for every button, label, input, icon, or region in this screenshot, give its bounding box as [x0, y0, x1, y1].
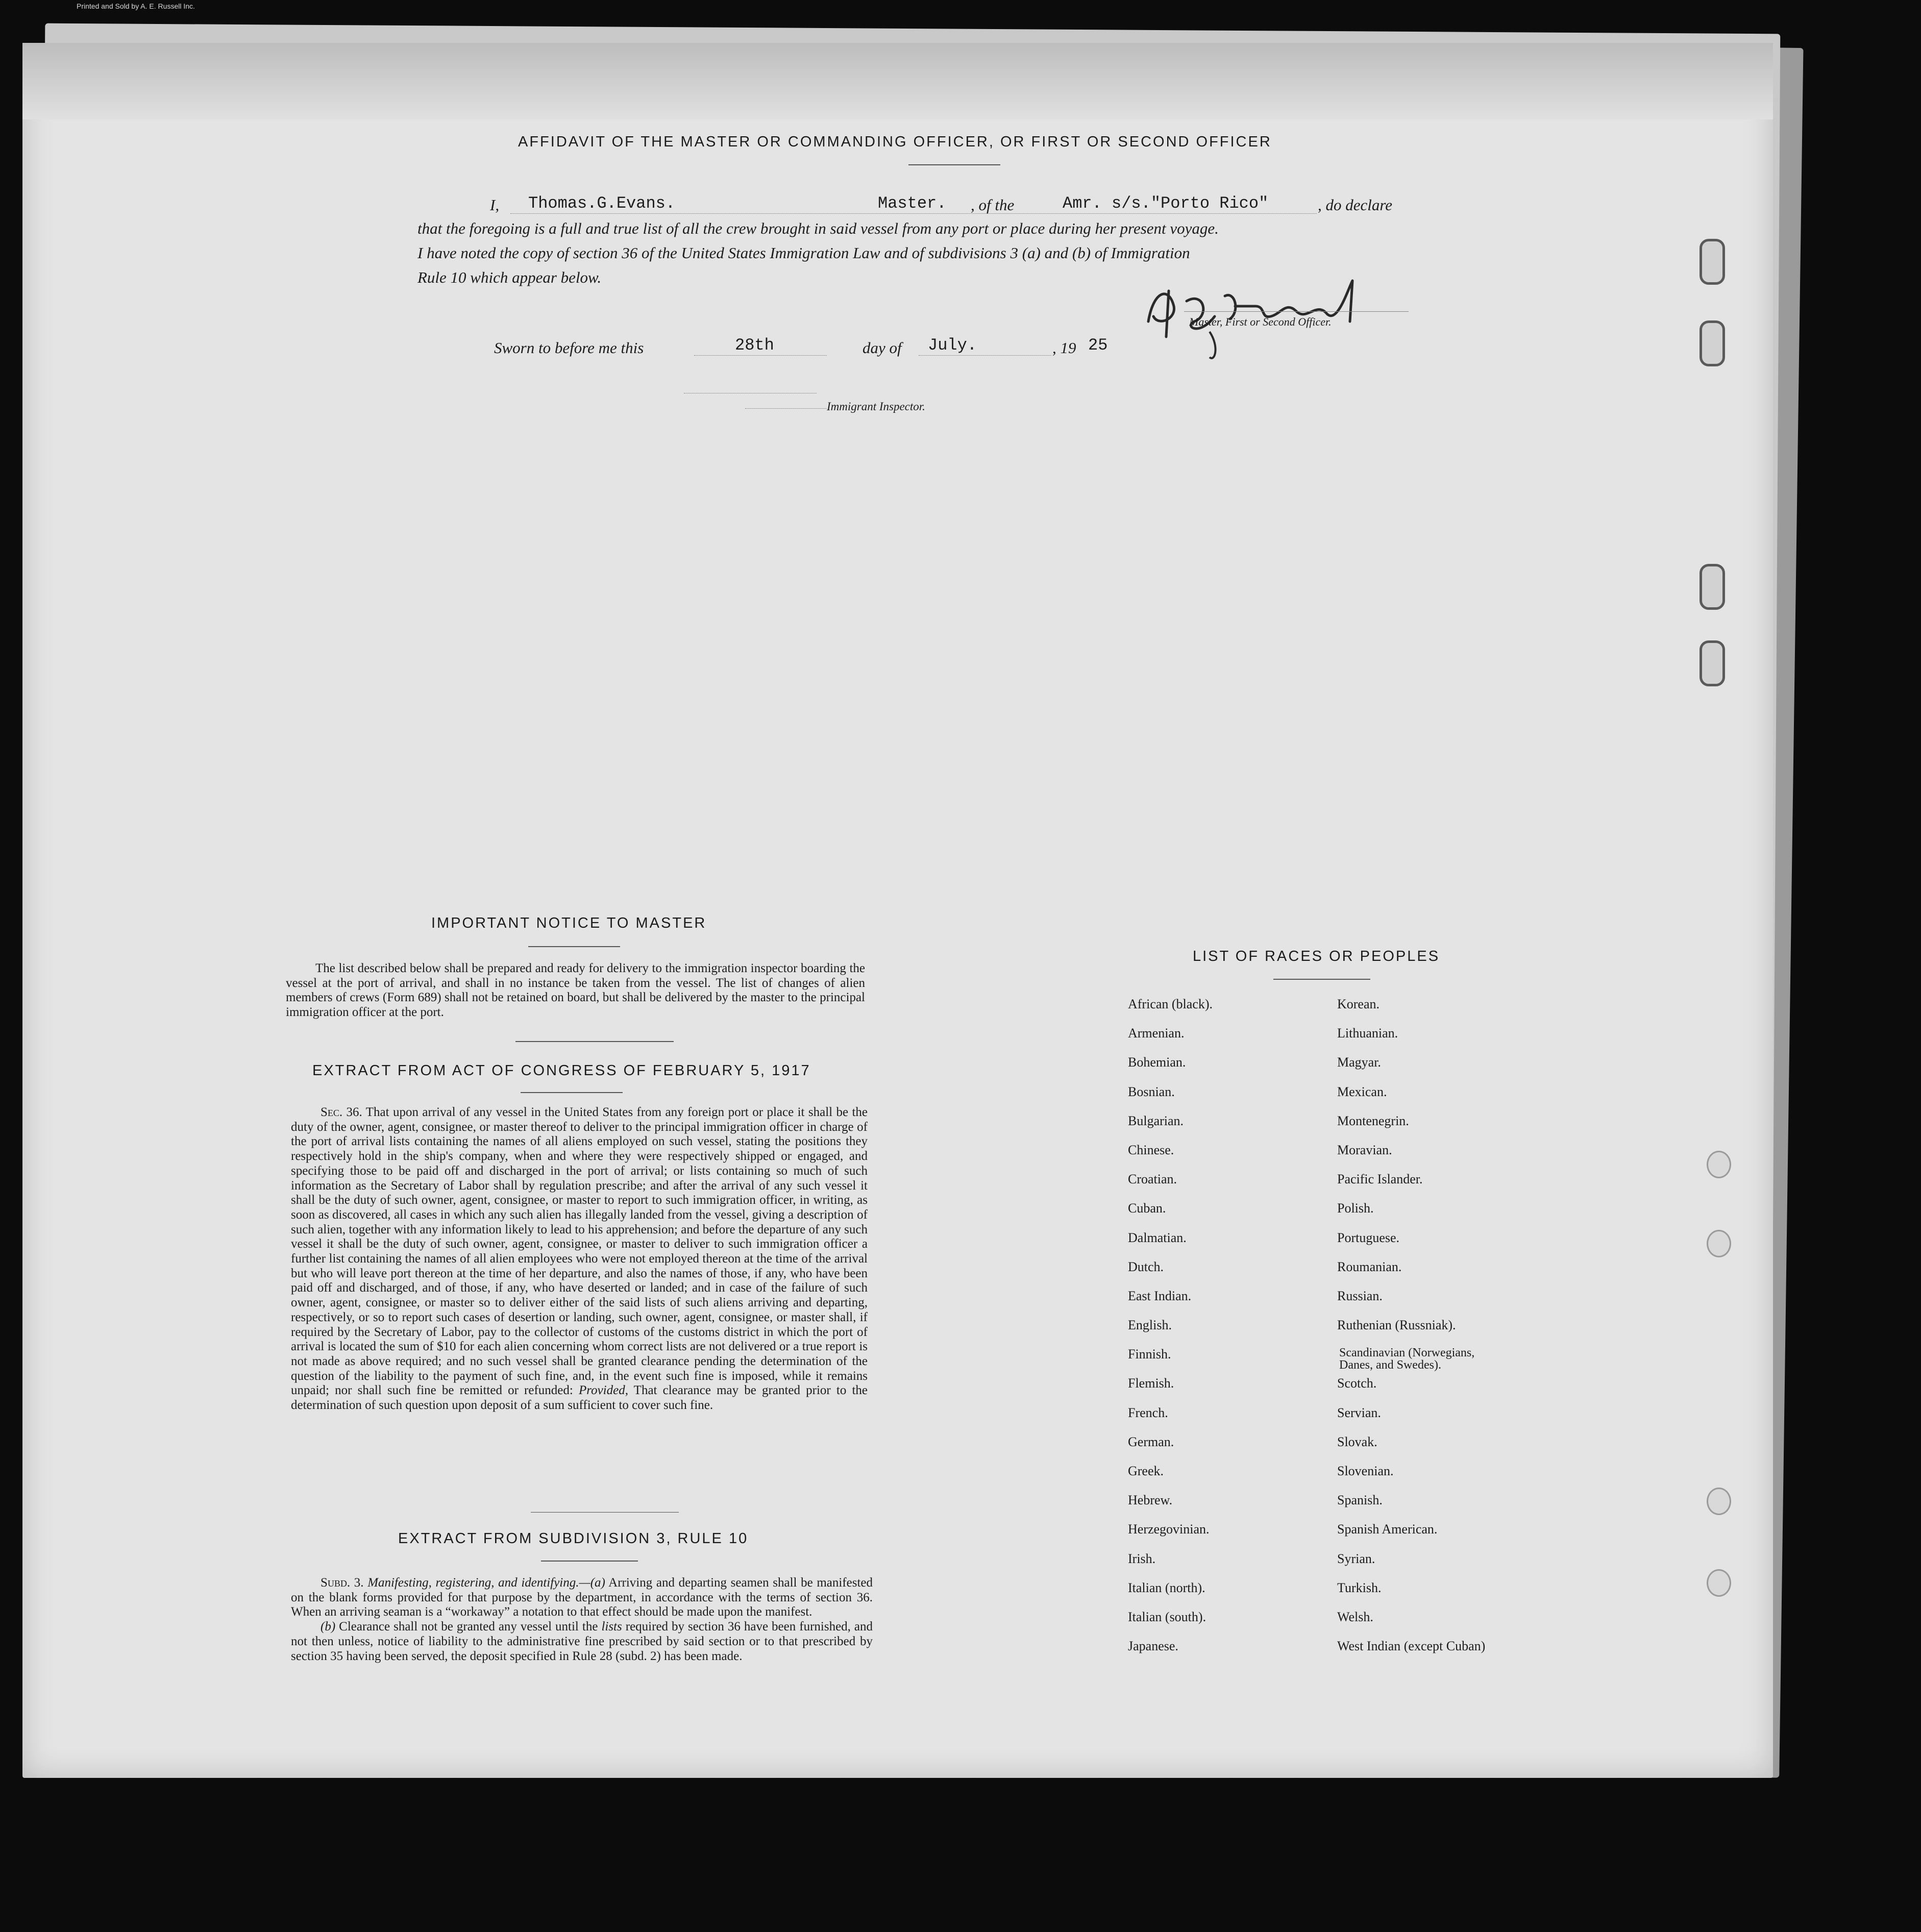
race-item: Flemish.: [1128, 1376, 1174, 1391]
race-item: Polish.: [1337, 1201, 1374, 1216]
of-the-label: , of the: [971, 196, 1015, 214]
race-item: Montenegrin.: [1337, 1113, 1409, 1128]
punch-hole-3: [1707, 1488, 1731, 1515]
race-item: Syrian.: [1337, 1551, 1375, 1566]
signature-title: Master, First or Second Officer.: [1189, 315, 1332, 328]
race-item: Chinese.: [1128, 1142, 1174, 1157]
sworn-day: 28th: [735, 336, 774, 355]
notice-title: IMPORTANT NOTICE TO MASTER: [431, 915, 707, 931]
sworn-year: 25: [1088, 336, 1108, 355]
race-item: Turkish.: [1337, 1580, 1382, 1595]
rule10-rule: [541, 1561, 638, 1562]
race-item: Italian (south).: [1128, 1609, 1206, 1624]
affidavit-i: I,: [490, 196, 500, 214]
rule10-title: EXTRACT FROM SUBDIVISION 3, RULE 10: [398, 1530, 749, 1547]
race-item: English.: [1128, 1318, 1172, 1333]
affidavit-title: AFFIDAVIT OF THE MASTER OR COMMANDING OFFICER, OR FIRST OR SECOND OFFICER: [518, 134, 1272, 150]
races-rule: [1273, 979, 1370, 980]
rule-sep: [531, 1512, 679, 1513]
affidavit-line-2: that the foregoing is a full and true list of all the crew brought in said vessel from any port or place during her present voyage.: [417, 219, 1219, 237]
race-item: Hebrew.: [1128, 1493, 1173, 1508]
race-item: Lithuanian.: [1337, 1026, 1398, 1041]
races-title: LIST OF RACES OR PEOPLES: [1193, 948, 1440, 964]
race-item: Slovak.: [1337, 1434, 1377, 1449]
race-item: Mexican.: [1337, 1084, 1387, 1099]
race-item: Scotch.: [1337, 1376, 1377, 1391]
race-item: Herzegovinian.: [1128, 1522, 1210, 1537]
inspector-dotline-2: [745, 408, 827, 409]
master-name: Thomas.G.Evans.: [528, 194, 676, 213]
binder-ring-4: [1700, 640, 1725, 686]
act-title: EXTRACT FROM ACT OF CONGRESS OF FEBRUARY 5, 1917: [312, 1062, 811, 1079]
punch-hole-1: [1707, 1151, 1731, 1178]
sworn-month: July.: [928, 336, 977, 355]
race-item: Scandinavian (Norwegians, Danes, and Swedes).: [1339, 1346, 1475, 1372]
race-item: Portuguese.: [1337, 1230, 1400, 1245]
race-item: Greek.: [1128, 1464, 1164, 1478]
race-item: French.: [1128, 1405, 1168, 1420]
do-declare-label: , do declare: [1318, 196, 1393, 214]
race-item: Spanish American.: [1337, 1522, 1438, 1537]
race-item: Ruthenian (Russniak).: [1337, 1318, 1456, 1333]
act-rule: [521, 1092, 623, 1093]
race-item: Slovenian.: [1337, 1464, 1394, 1478]
rule10-body: Subd. 3. Manifesting, registering, and identifying.—(a) Arriving and departing seamen shall be manifested on the blank forms provided for that purpose by the department, in accordance with the terms of section 36. When an arriving seaman is a “workaway” a notation to that effect should be made upon the manifest. (b) Clearance shall not be granted any vessel until the lists required by section 36 have been furnished, and not then unless, notice of liability to the administrative fine prescribed by said section or to that prescribed by section 35 having been served, the deposit specified in Rule 28 (subd. 2) has been made.: [291, 1576, 873, 1663]
vessel-name: Amr. s/s."Porto Rico": [1063, 194, 1269, 213]
punch-hole-4: [1707, 1569, 1731, 1597]
race-item: Cuban.: [1128, 1201, 1166, 1216]
races-list: [1128, 997, 1551, 1668]
sworn-label: Sworn to before me this: [494, 339, 644, 357]
race-item: Roumanian.: [1337, 1259, 1402, 1274]
binder-ring-1: [1700, 239, 1725, 285]
race-item: Armenian.: [1128, 1026, 1185, 1041]
month-underline: [919, 355, 1051, 356]
race-item: Finnish.: [1128, 1347, 1171, 1362]
race-item: African (black).: [1128, 997, 1213, 1011]
notice-rule: [528, 946, 620, 947]
race-item: Bosnian.: [1128, 1084, 1175, 1099]
day-of-label: day of: [863, 339, 902, 357]
race-item: Welsh.: [1337, 1609, 1373, 1624]
race-item: Magyar.: [1337, 1055, 1381, 1070]
race-item: West Indian (except Cuban): [1337, 1639, 1486, 1654]
signature-line: [1184, 311, 1409, 312]
race-item: Bohemian.: [1128, 1055, 1186, 1070]
race-item: Pacific Islander.: [1337, 1172, 1423, 1187]
act-body: Sec. 36. That upon arrival of any vessel in the United States from any foreign port or place it shall be the duty of the owner, agent, consignee, or master thereof to deliver to the principal immigration officer in charge of the port of arrival lists containing the names of all aliens employed on such vessel, stating the positions they respectively hold in the ship's company, when and where they were respectively shipped or engaged, and specifying those to be paid off and discharged in the port of arrival; or lists containing so much of such information as the Secretary of Labor shall by regulation prescribe; and after the arrival of any such vessel it shall be the duty of such owner, agent, consignee, or master to report to such immigration officer, in writing, as soon as discovered, all cases in which any such alien has illegally landed from the vessel, giving a description of such alien, together with any information likely to lead to his apprehension; and before the departure of any such vessel it shall be the duty of such owner, agent, consignee, or master to deliver to such immigration officer a further list containing the names of all alien employees who were not employed thereon at the time of the arrival but who will leave port thereon at the time of her departure, and also the names of those, if any, who have been paid off and discharged, and of those, if any, who have deserted or landed; and in case of the failure of such owner, agent, consignee, or master so to deliver either of the said lists of such aliens arriving and departing, respectively, or so to report such cases of desertion or landing, such owner, agent, consignee, or master shall, if required by the Secretary of Labor, pay to the collector of customs of the customs district in which the port of arrival is located the sum of $10 for each alien concerning whom correct lists are not delivered or a true report is not made as above required; and no such vessel shall be granted clearance pending the determination of the question of the liability to the payment of such fine, and, in the event such fine is imposed, while it remains unpaid; nor shall such fine be remitted or refunded: Provided, That clearance may be granted prior to the determination of such question upon deposit of a sum sufficient to cover such fine.: [291, 1105, 868, 1413]
race-item: Japanese.: [1128, 1639, 1178, 1654]
affidavit-line-3: I have noted the copy of section 36 of the United States Immigration Law and of subdivisions 3 (a) and (b) of Immigration: [417, 244, 1190, 262]
punch-hole-2: [1707, 1230, 1731, 1257]
race-item: Italian (north).: [1128, 1580, 1205, 1595]
race-item: German.: [1128, 1434, 1174, 1449]
race-item: Spanish.: [1337, 1493, 1383, 1508]
race-item: Dutch.: [1128, 1259, 1164, 1274]
page-top-band: [22, 43, 1773, 119]
race-item: Irish.: [1128, 1551, 1156, 1566]
day-underline: [694, 355, 827, 356]
binder-ring-2: [1700, 320, 1725, 366]
race-item: Russian.: [1337, 1288, 1383, 1303]
race-item: Bulgarian.: [1128, 1113, 1184, 1128]
race-item: Moravian.: [1337, 1142, 1392, 1157]
binder-ring-3: [1700, 564, 1725, 610]
printer-line: Printed and Sold by A. E. Russell Inc.: [77, 2, 195, 10]
race-item: East Indian.: [1128, 1288, 1192, 1303]
race-item: Korean.: [1337, 997, 1380, 1011]
race-item: Servian.: [1337, 1405, 1381, 1420]
race-item: Croatian.: [1128, 1172, 1177, 1187]
name-underline: [510, 213, 1317, 214]
year-prefix: , 19: [1052, 339, 1076, 357]
master-rank: Master.: [878, 194, 947, 213]
race-item: Dalmatian.: [1128, 1230, 1187, 1245]
inspector-label: Immigrant Inspector.: [827, 400, 925, 413]
title-rule: [908, 164, 1000, 165]
affidavit-line-4: Rule 10 which appear below.: [417, 268, 602, 286]
notice-body: The list described below shall be prepared and ready for delivery to the immigration inspector boarding the vessel at the port of arrival, and shall in no instance be taken from the vessel. The list of changes of alien members of crews (Form 689) shall not be retained on board, but shall be delivered by the master to the principal immigration officer at the port.: [286, 961, 865, 1020]
act-rule-top: [515, 1041, 674, 1042]
